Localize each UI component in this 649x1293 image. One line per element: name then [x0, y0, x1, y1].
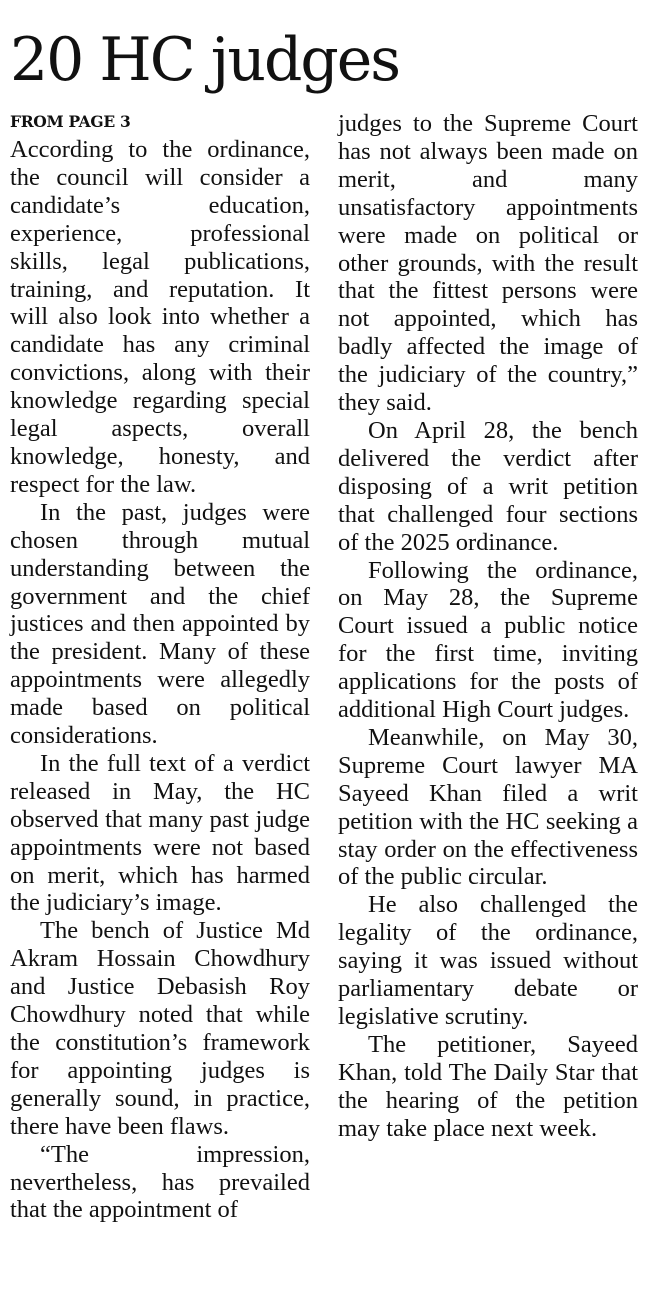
body-paragraph: In the past, judges were chosen through mutual understanding between the government and the chief justices and then appointed by the president. Many of these appointments were allegedly made based on political considerations. [10, 498, 310, 750]
article-column-left [10, 108, 310, 1224]
body-paragraph: On April 28, the bench delivered the verdict after disposing of a writ petition that challenged four sections of the 2025 ordinance. [338, 416, 638, 556]
body-paragraph: Meanwhile, on May 30, Supreme Court lawyer MA Sayeed Khan filed a writ petition with the HC seeking a stay order on the effectiveness of the public circular. [338, 723, 638, 891]
body-paragraph: According to the ordinance, the council will consider a candidate’s education, experience, professional skills, legal publications, training, and reputation. It will also look into whether a candidate has any criminal convictions, along with their knowledge regarding special legal aspects, overall knowledge, honesty, and respect for the law. [10, 136, 310, 498]
body-paragraph: Following the ordinance, on May 28, the Supreme Court issued a public notice for the first time, inviting applications for the posts of additional High Court judges. [338, 556, 638, 724]
article-headline: 20 HC judges [10, 25, 400, 95]
article-column-right [338, 110, 638, 1143]
body-paragraph: He also challenged the legality of the ordinance, saying it was issued without parliamentary debate or legislative scrutiny. [338, 891, 638, 1030]
body-paragraph: “The impression, nevertheless, has prevailed that the appointment of [10, 1140, 310, 1224]
body-paragraph: judges to the Supreme Court has not always been made on merit, and many unsatisfactory appointments were made on political or other grounds, with the result that the fittest persons were not appointed, which has badly affected the image of the judiciary of the country,” they said. [338, 110, 638, 417]
body-paragraph: In the full text of a verdict released in May, the HC observed that many past judge appointments were not based on merit, which has harmed the judiciary’s image. [10, 749, 310, 917]
jump-kicker: FROM PAGE 3 [10, 112, 131, 131]
body-paragraph: The petitioner, Sayeed Khan, told The Daily Star that the hearing of the petition may take place next week. [338, 1030, 638, 1142]
body-paragraph: The bench of Justice Md Akram Hossain Chowdhury and Justice Debasish Roy Chowdhury noted that while the constitution’s framework for appointing judges is generally sound, in practice, there have been flaws. [10, 917, 310, 1140]
